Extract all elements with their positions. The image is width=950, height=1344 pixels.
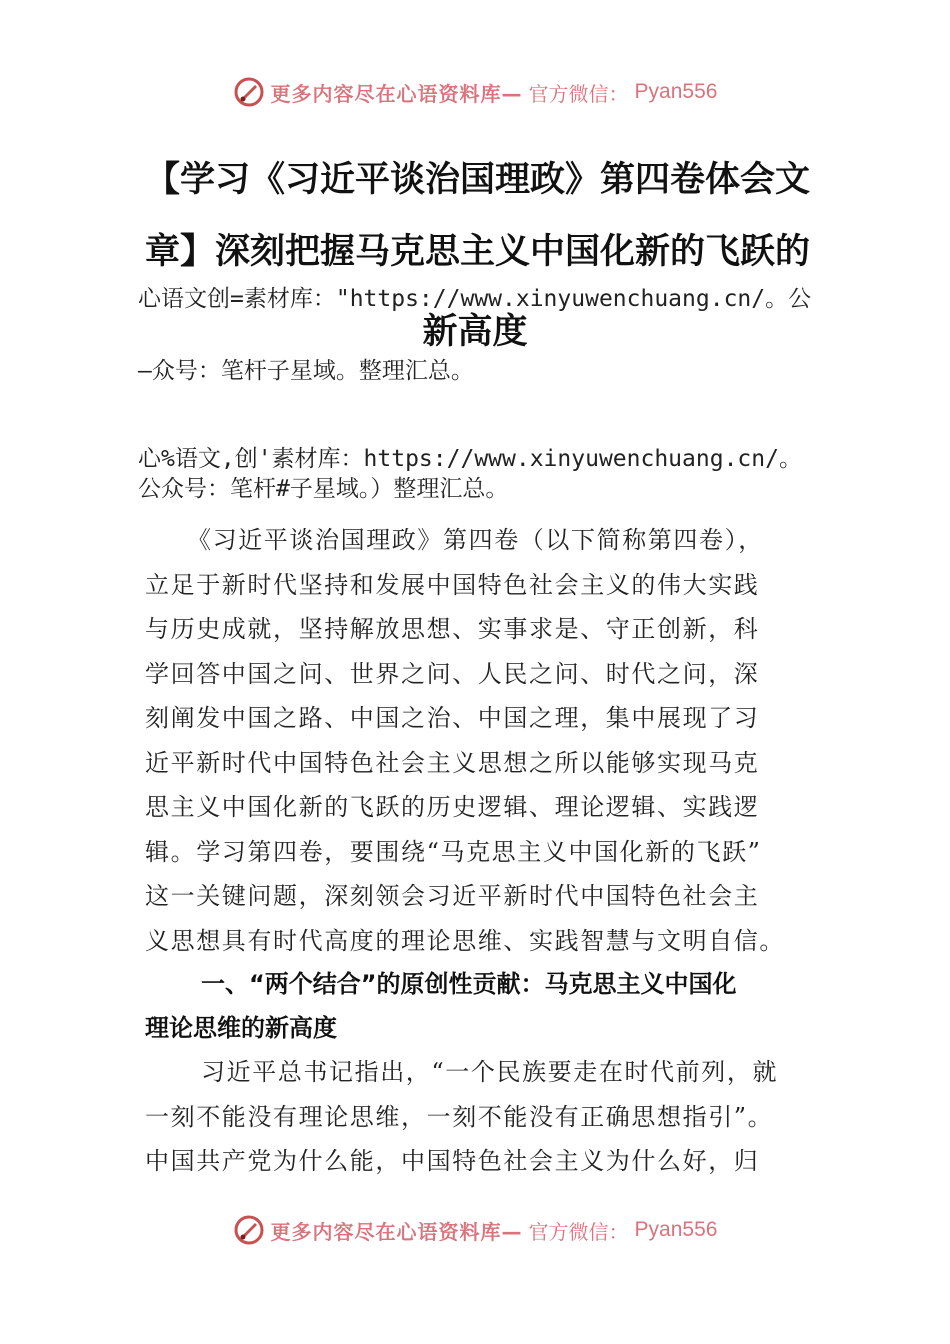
paragraph-line: 辑。学习第四卷，要围绕“马克思主义中国化新的飞跃” (145, 837, 762, 866)
watermark-line-4: 公众号：笔杆#子星域。）整理汇总。 (138, 476, 509, 502)
brush-pen-logo-icon (233, 76, 265, 108)
heading-line: 理论思维的新高度 (145, 1014, 337, 1042)
footer-banner (0, 1210, 950, 1250)
watermark-line-2: —众号：笔杆子星域。整理汇总。 (138, 358, 474, 384)
heading-line: 一、“两个结合”的原创性贡献：马克思主义中国化 (201, 970, 737, 998)
page-title-line-1: 【学习《习近平谈治国理政》第四卷体会文 (145, 160, 811, 200)
banner-promo-text: 更多内容尽在心语资料库— (270, 81, 523, 106)
paragraph-line: 立足于新时代坚持和发展中国特色社会主义的伟大实践 (145, 570, 760, 599)
banner-wechat-id: Pyan556 (634, 80, 718, 103)
banner-promo-text: 更多内容尽在心语资料库— (270, 1219, 523, 1244)
page-title-line-3: 新高度 (422, 312, 528, 352)
paragraph-line: 一刻不能没有理论思维，一刻不能没有正确思想指引”。 (145, 1102, 774, 1131)
watermark-line-3: 心%语文,创'素材库：https://www.xinyuwenchuang.cn/。 (138, 446, 802, 472)
paragraph-line: 与历史成就，坚持解放思想、实事求是、守正创新，科 (145, 615, 760, 643)
banner-wechat-id: Pyan556 (634, 1218, 718, 1241)
page-title-line-2: 章】深刻把握马克思主义中国化新的飞跃的 (145, 232, 811, 272)
paragraph-line: 刻阐发中国之路、中国之治、中国之理，集中展现了习 (145, 704, 760, 732)
paragraph-line: 义思想具有时代高度的理论思维、实践智慧与文明自信。 (145, 926, 785, 955)
banner-wechat-label: 官方微信： (528, 81, 629, 106)
body-paragraph-1 (145, 518, 825, 963)
paragraph-line: 学回答中国之问、世界之问、人民之问、时代之问，深 (145, 659, 760, 688)
banner-wechat-label: 官方微信： (528, 1219, 629, 1244)
paragraph-line: 这一关键问题，深刻领会习近平新时代中国特色社会主 (145, 882, 760, 910)
paragraph-line: 中国共产党为什么能，中国特色社会主义为什么好，归 (145, 1147, 760, 1175)
section-heading-1 (145, 962, 825, 1050)
header-banner (0, 72, 950, 112)
paragraph-line: 习近平总书记指出，“一个民族要走在时代前列，就 (201, 1058, 779, 1086)
paragraph-line: 《习近平谈治国理政》第四卷（以下简称第四卷）， (187, 526, 764, 554)
paragraph-line: 近平新时代中国特色社会主义思想之所以能够实现马克 (145, 748, 760, 777)
body-paragraph-2 (145, 1050, 825, 1184)
brush-pen-logo-icon (233, 1214, 265, 1246)
paragraph-line: 思主义中国化新的飞跃的历史逻辑、理论逻辑、实践逻 (145, 793, 760, 821)
watermark-line-1: 心语文创=素材库："https://www.xinyuwenchuang.cn/。公 (138, 286, 812, 312)
